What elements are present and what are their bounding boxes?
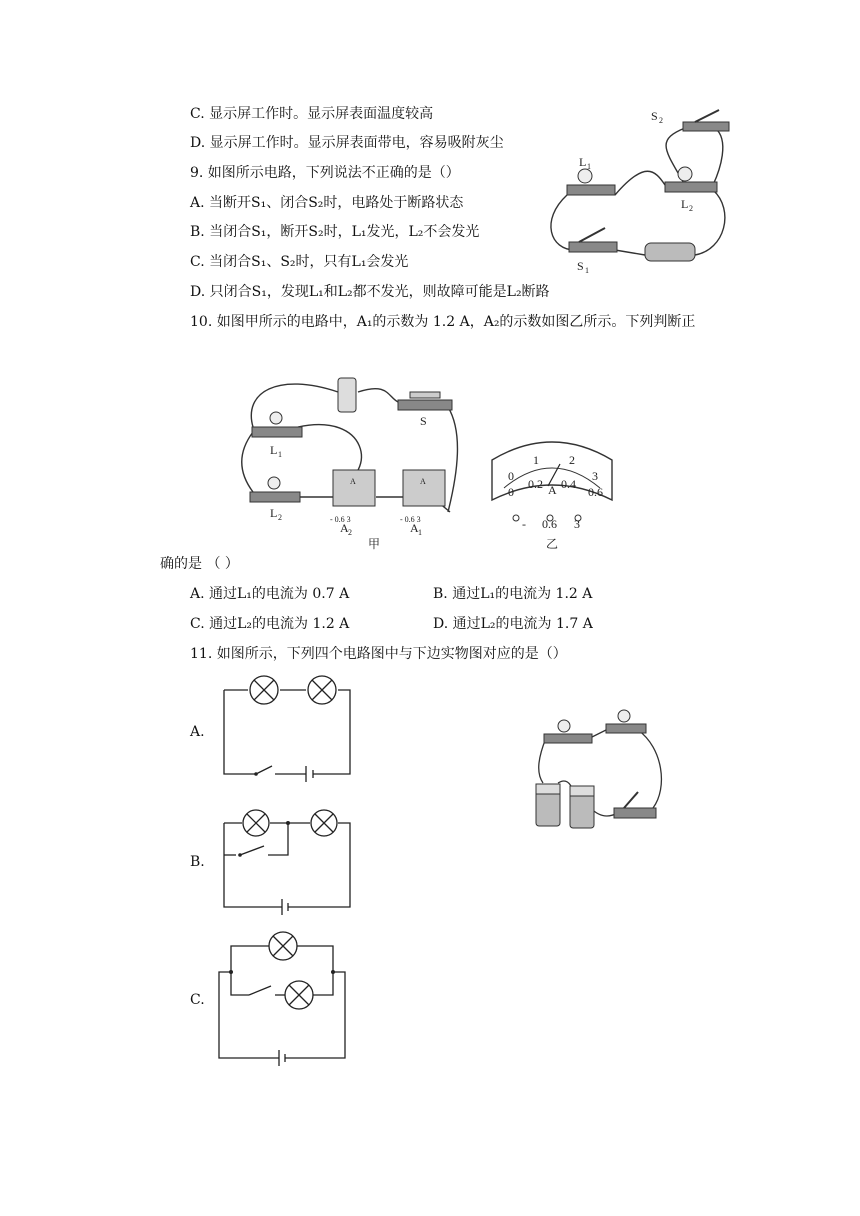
q10-jia-l1-label: L (270, 443, 278, 457)
q10-jia-a2-label: A (340, 521, 349, 535)
yi-term-06: 0.6 (542, 517, 557, 531)
q10-figure-yi (488, 438, 616, 553)
q10-jia-a2-face: A (350, 477, 356, 486)
q10-stem-cont: 确的是 （ ） (160, 556, 239, 572)
yi-unit: A (548, 483, 557, 497)
q11-label-a: A. (190, 724, 205, 740)
q10-yi-caption: 乙 (546, 537, 559, 551)
q9-option-c: C. 当闭合S₁、S₂时，只有L₁会发光 (190, 254, 409, 270)
q11-label-b: B. (190, 854, 205, 870)
yi-bottom-1: 0.2 (528, 477, 543, 491)
q9-circuit-photo (545, 100, 735, 280)
q11-stem: 11. 如图所示，下列四个电路图中与下边实物图对应的是（） (190, 646, 567, 662)
q9-stem: 9. 如图所示电路，下列说法不正确的是（） (190, 165, 460, 181)
q10-jia-a1-face: A (420, 477, 426, 486)
q10-option-c: C. 通过L₂的电流为 1.2 A (190, 616, 350, 632)
q10-jia-a1-sub: 1 (418, 528, 422, 537)
q10-jia-a2-terminals: - 0.6 3 (330, 515, 351, 524)
q10-option-b: B. 通过L₁的电流为 1.2 A (433, 586, 593, 602)
yi-top-3: 3 (592, 469, 598, 483)
yi-term-3: 3 (574, 517, 580, 531)
q10-jia-a1-label: A (410, 521, 419, 535)
q9-l1-label: L (579, 155, 587, 169)
yi-top-0: 0 (508, 469, 514, 483)
yi-bottom-0: 0 (508, 485, 514, 499)
q10-jia-a2-sub: 2 (348, 528, 352, 537)
yi-top-1: 1 (533, 453, 539, 467)
q10-jia-l2-sub: 2 (278, 513, 282, 522)
yi-top-2: 2 (569, 453, 575, 467)
q11-circuit-c (215, 930, 355, 1070)
q9-l1-sub: 1 (587, 162, 591, 171)
q10-jia-a1-terminals: - 0.6 3 (400, 515, 421, 524)
q10-jia-l1-sub: 1 (278, 450, 282, 459)
yi-bottom-3: 0.6 (588, 485, 603, 499)
q9-option-d: D. 只闭合S₁，发现L₁和L₂都不发光，则故障可能是L₂断路 (190, 284, 550, 300)
q10-stem: 10. 如图甲所示的电路中，A₁的示数为 1.2 A，A₂的示数如图乙所示。下列判断正 (190, 314, 696, 330)
q9-l2-sub: 2 (689, 204, 693, 213)
q11-circuit-b (220, 808, 355, 913)
q8-option-d: D. 显示屏工作时。显示屏表面带电，容易吸附灰尘 (190, 135, 504, 151)
q9-s1-sub: 1 (585, 266, 589, 275)
q10-jia-caption: 甲 (368, 537, 381, 551)
q9-option-a: A. 当断开S₁、闭合S₂时，电路处于断路状态 (190, 195, 464, 211)
yi-bottom-2: 0.4 (561, 477, 576, 491)
q9-l2-label: L (681, 197, 689, 211)
q10-jia-l2-label: L (270, 506, 278, 520)
q10-figure-jia (238, 372, 468, 552)
q10-option-d: D. 通过L₂的电流为 1.7 A (433, 616, 593, 632)
q9-s2-label: S (651, 109, 658, 123)
q9-option-b: B. 当闭合S₁，断开S₂时，L₁发光，L₂不会发光 (190, 224, 480, 240)
q9-s2-sub: 2 (659, 116, 663, 125)
q11-label-c: C. (190, 992, 205, 1008)
q8-option-c: C. 显示屏工作时。显示屏表面温度较高 (190, 106, 434, 122)
q11-circuit-a (220, 675, 355, 780)
q10-jia-s-label: S (420, 414, 427, 428)
q11-physical-circuit (528, 708, 663, 833)
q10-option-a: A. 通过L₁的电流为 0.7 A (190, 586, 350, 602)
yi-term-minus: - (522, 517, 526, 531)
q9-s1-label: S (577, 259, 584, 273)
